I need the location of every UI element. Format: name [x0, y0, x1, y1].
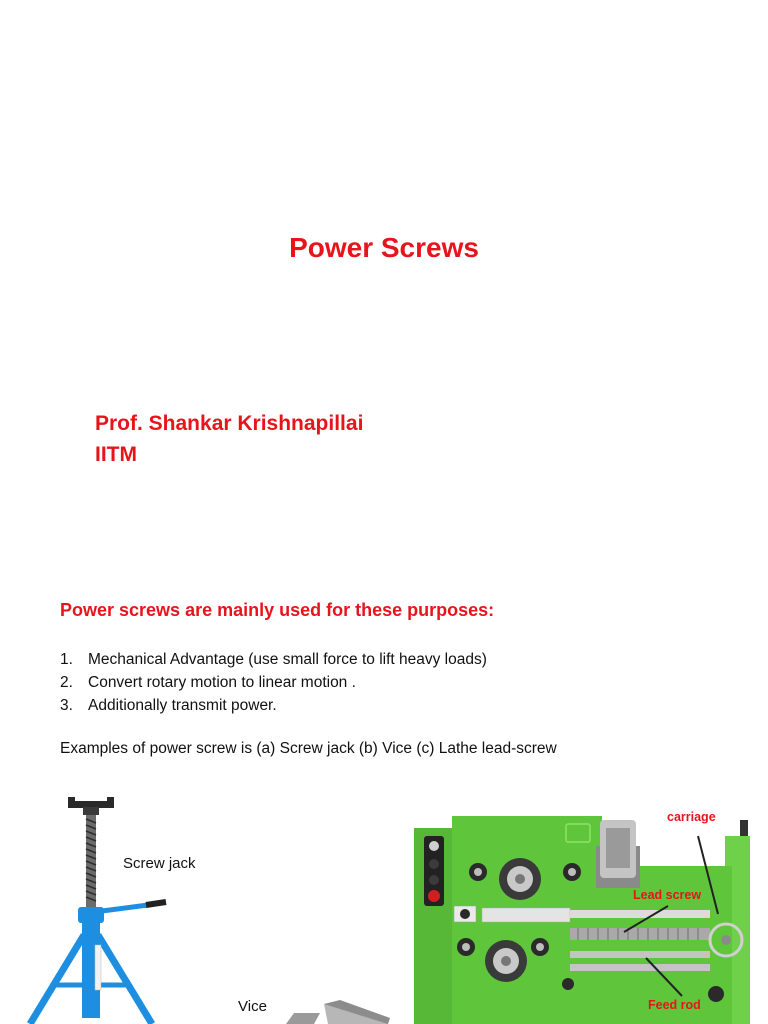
screw-jack-image [20, 795, 180, 1024]
vice-caption: Vice [238, 998, 267, 1015]
list-item: 1. Mechanical Advantage (use small force to lift heavy loads) [60, 651, 487, 668]
screw-jack-caption: Screw jack [123, 855, 196, 872]
list-item: 3. Additionally transmit power. [60, 697, 277, 714]
slide-title: Power Screws [289, 232, 479, 263]
list-item: 2. Convert rotary motion to linear motion . [60, 674, 356, 691]
examples-line: Examples of power screw is (a) Screw jack (b) Vice (c) Lathe lead-screw [60, 740, 557, 757]
lathe-image [410, 806, 750, 1024]
author-institute: IITM [95, 443, 137, 466]
author-block [95, 408, 363, 470]
author-name: Prof. Shankar Krishnapillai [95, 412, 364, 435]
lathe-label-feed-rod: Feed rod [648, 998, 701, 1012]
vice-image [280, 998, 410, 1024]
purposes-heading: Power screws are mainly used for these purposes: [60, 600, 495, 620]
purposes-list [60, 648, 487, 717]
lathe-label-lead-screw: Lead screw [633, 888, 702, 902]
lathe-label-carriage: carriage [667, 810, 716, 824]
